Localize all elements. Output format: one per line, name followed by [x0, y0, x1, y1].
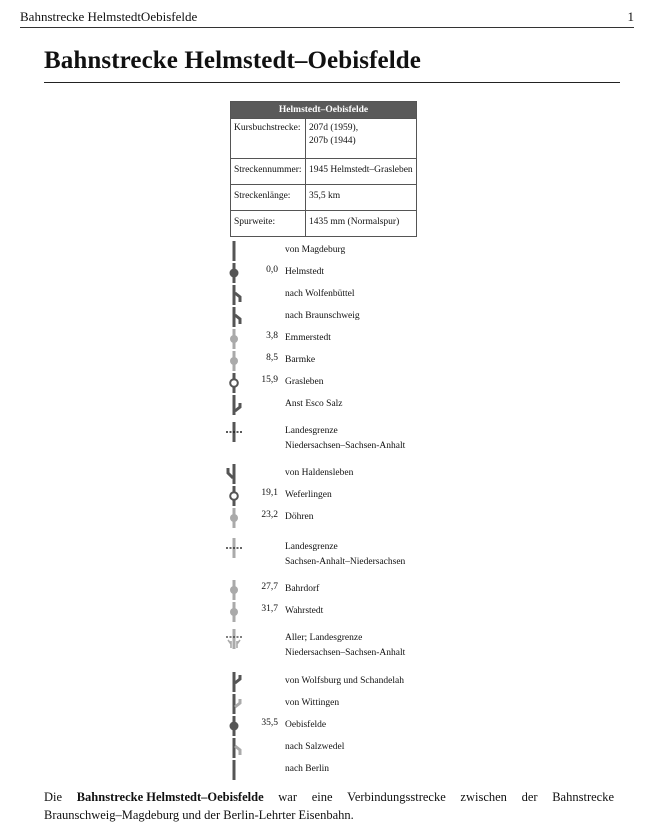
route-name-line: Anst Esco Salz [285, 399, 343, 409]
route-name-line: Döhren [285, 512, 314, 522]
page-title: Bahnstrecke Helmstedt–Oebisfelde [44, 47, 422, 74]
route-km: 3,8 [266, 331, 278, 341]
route-name-line: Wahrstedt [285, 606, 324, 616]
stop-light-icon [226, 350, 242, 372]
intro-word: der [521, 790, 538, 804]
infobox [230, 101, 417, 237]
route-name-line: nach Berlin [285, 764, 330, 774]
intro-word: war [278, 790, 298, 804]
join-left-icon [226, 463, 242, 485]
route-name-line: von Wittingen [285, 698, 340, 708]
route-name-line: von Haldensleben [285, 468, 354, 478]
route-name [285, 582, 319, 597]
infobox-key: Spurweite: [231, 211, 306, 237]
route-name-line: Aller; Landesgrenze [285, 633, 363, 643]
intro-word: zwischen [460, 790, 507, 804]
intro-line-2: Braunschweig–Magdeburg und der Berlin-Lehrter Eisenbahn. [44, 808, 354, 822]
stop-light-icon [226, 601, 242, 623]
intro-paragraph [44, 788, 614, 824]
infobox-key: Kursbuchstrecke: [231, 119, 306, 159]
station-open-icon [226, 485, 242, 507]
infobox-row [231, 159, 417, 185]
line-icon [226, 240, 242, 262]
route-name-line: nach Wolfenbüttel [285, 289, 355, 299]
infobox-key: Streckenlänge: [231, 185, 306, 211]
station-open-icon [226, 372, 242, 394]
join-right-icon [226, 671, 242, 693]
infobox-value: 1945 Helmstedt–Grasleben [306, 159, 417, 185]
route-km: 27,7 [261, 582, 278, 592]
intro-word: eine [311, 790, 333, 804]
route-name-line: Sachsen-Anhalt–Niedersachsen [285, 557, 406, 567]
route-km: 15,9 [261, 375, 278, 385]
route-name [285, 631, 405, 661]
stop-light-icon [226, 579, 242, 601]
route-name-line: Niedersachsen–Sachsen-Anhalt [285, 441, 406, 451]
infobox-key: Streckennummer: [231, 159, 306, 185]
route-name-line: Bahrdorf [285, 584, 320, 594]
header-title: Bahnstrecke HelmstedtOebisfelde [20, 9, 198, 24]
route-name-line: Emmerstedt [285, 333, 331, 343]
siding-right-icon [226, 394, 242, 416]
route-name-line: nach Salzwedel [285, 742, 345, 752]
route-name [285, 243, 345, 258]
river-border-icon [226, 628, 242, 650]
route-name [285, 604, 323, 619]
route-name [285, 287, 355, 302]
station-dark-icon [226, 262, 242, 284]
route-name [285, 265, 324, 280]
route-name [285, 353, 315, 368]
route-name-line: von Wolfsburg und Schandelah [285, 676, 404, 686]
title-rule [44, 82, 620, 83]
route-name [285, 424, 405, 454]
infobox-value: 35,5 km [306, 185, 417, 211]
stop-light-icon [226, 507, 242, 529]
route-km: 31,7 [261, 604, 278, 614]
route-name-line: Niedersachsen–Sachsen-Anhalt [285, 648, 406, 658]
route-name-line: Weferlingen [285, 490, 332, 500]
route-km: 35,5 [261, 718, 278, 728]
branch-right-light-icon [226, 737, 242, 759]
infobox-value-line: 207d (1959), [309, 123, 359, 133]
route-name [285, 762, 329, 777]
branch-right-icon [226, 306, 242, 328]
intro-word: Verbindungsstrecke [347, 790, 446, 804]
route-name-line: von Magdeburg [285, 245, 346, 255]
intro-word: Bahnstrecke [552, 790, 614, 804]
route-name [285, 331, 331, 346]
infobox-value: 1435 mm (Normalspur) [306, 211, 417, 237]
infobox-title: Helmstedt–Oebisfelde [231, 102, 417, 119]
infobox-row [231, 185, 417, 211]
route-name [285, 488, 332, 503]
route-name-line: Grasleben [285, 377, 324, 387]
route-name-line: Barmke [285, 355, 316, 365]
route-name-line: Landesgrenze [285, 542, 338, 552]
route-km: 19,1 [261, 488, 278, 498]
route-name [285, 397, 343, 412]
intro-word: Die [44, 790, 63, 804]
route-km: 0,0 [266, 265, 278, 275]
route-name [285, 375, 324, 390]
route-name-line: Oebisfelde [285, 720, 327, 730]
route-name [285, 740, 344, 755]
route-name-line: Helmstedt [285, 267, 325, 277]
route-name [285, 540, 405, 570]
intro-bold: Bahnstrecke Helmstedt–Oebisfelde [76, 790, 264, 804]
route-name [285, 718, 326, 733]
stop-light-icon [226, 328, 242, 350]
route-name [285, 466, 353, 481]
station-dark-icon [226, 715, 242, 737]
line-icon [226, 759, 242, 781]
route-name [285, 696, 339, 711]
route-km: 23,2 [261, 510, 278, 520]
route-km: 8,5 [266, 353, 278, 363]
join-right-light-icon [226, 693, 242, 715]
border-dark-icon [226, 421, 242, 443]
route-name-line: Landesgrenze [285, 426, 338, 436]
route-name [285, 510, 314, 525]
branch-right-icon [226, 284, 242, 306]
infobox-row [231, 119, 417, 159]
route-name-line: nach Braunschweig [285, 311, 360, 321]
running-header [20, 9, 634, 28]
route-name [285, 674, 404, 689]
infobox-value [306, 119, 417, 159]
page-number: 1 [627, 9, 634, 24]
infobox-row [231, 211, 417, 237]
border-light-icon [226, 537, 242, 559]
route-name [285, 309, 360, 324]
infobox-value-line: 207b (1944) [309, 136, 356, 146]
